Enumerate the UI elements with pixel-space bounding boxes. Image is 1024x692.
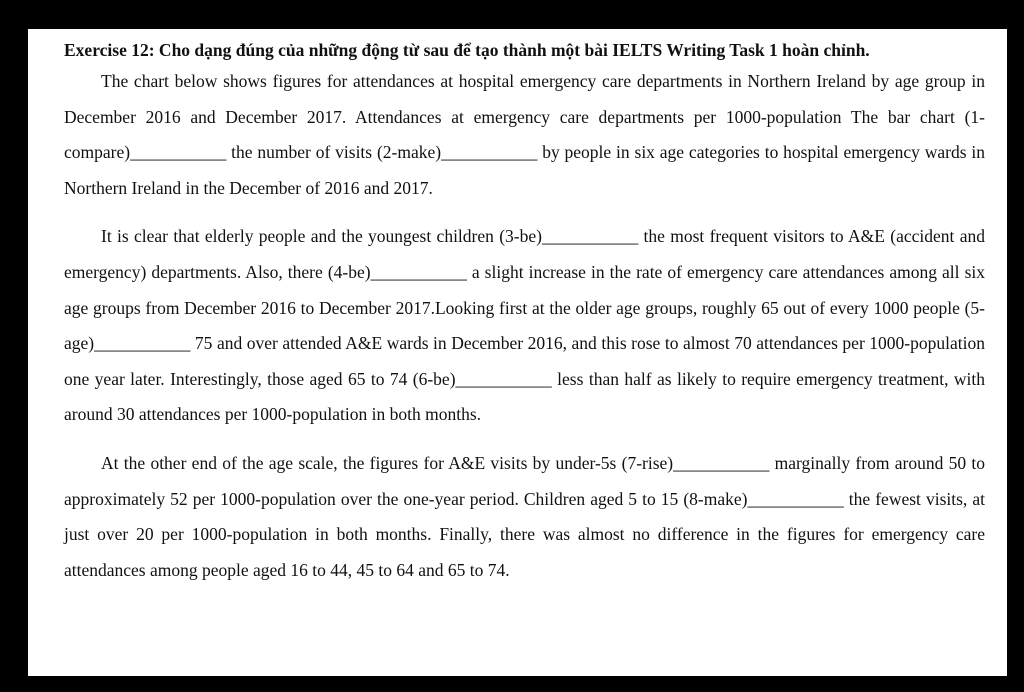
paragraph-intro: The chart below shows figures for attendances at hospital emergency care departments in Northern Ireland by age group in December 2016 and December 2017. Attendances at emergency care departments per 1000-population The bar chart (1-compare)___________ the number of visits (2-make)___________ by people in six age categories to hospital emergency wards in Northern Ireland in the December of 2016 and 2017. bbox=[64, 71, 985, 198]
document-page bbox=[28, 29, 1007, 676]
paragraph-gap bbox=[64, 433, 985, 446]
paragraph-overview: It is clear that elderly people and the youngest children (3-be)___________ the most frequent visitors to A&E (accident and emergency) departments. Also, there (4-be)___________ a slight increase in the rate of emergency care attendances among all six age groups from December 2016 to December 2017.Looking first at the older age groups, roughly 65 out of every 1000 people (5-age)___________ 75 and over attended A&E wards in December 2016, and this rose to almost 70 attendances per 1000-population one year later. Interestingly, those aged 65 to 74 (6-be)___________ less than half as likely to require emergency treatment, with around 30 attendances per 1000-population in both months. bbox=[64, 226, 985, 425]
paragraph-gap bbox=[64, 206, 985, 219]
exercise-title: Exercise 12: Cho dạng đúng của những động từ sau để tạo thành một bài IELTS Writing Task 1 hoàn chỉnh. bbox=[64, 40, 870, 60]
paragraph-details: At the other end of the age scale, the figures for A&E visits by under-5s (7-rise)___________ marginally from around 50 to approximately 52 per 1000-population over the one-year period. Children aged 5 to 15 (8-make)___________ the fewest visits, at just over 20 per 1000-population in both months. Finally, there was almost no difference in the figures for emergency care attendances among people aged 16 to 44, 45 to 64 and 65 to 74. bbox=[64, 452, 985, 580]
